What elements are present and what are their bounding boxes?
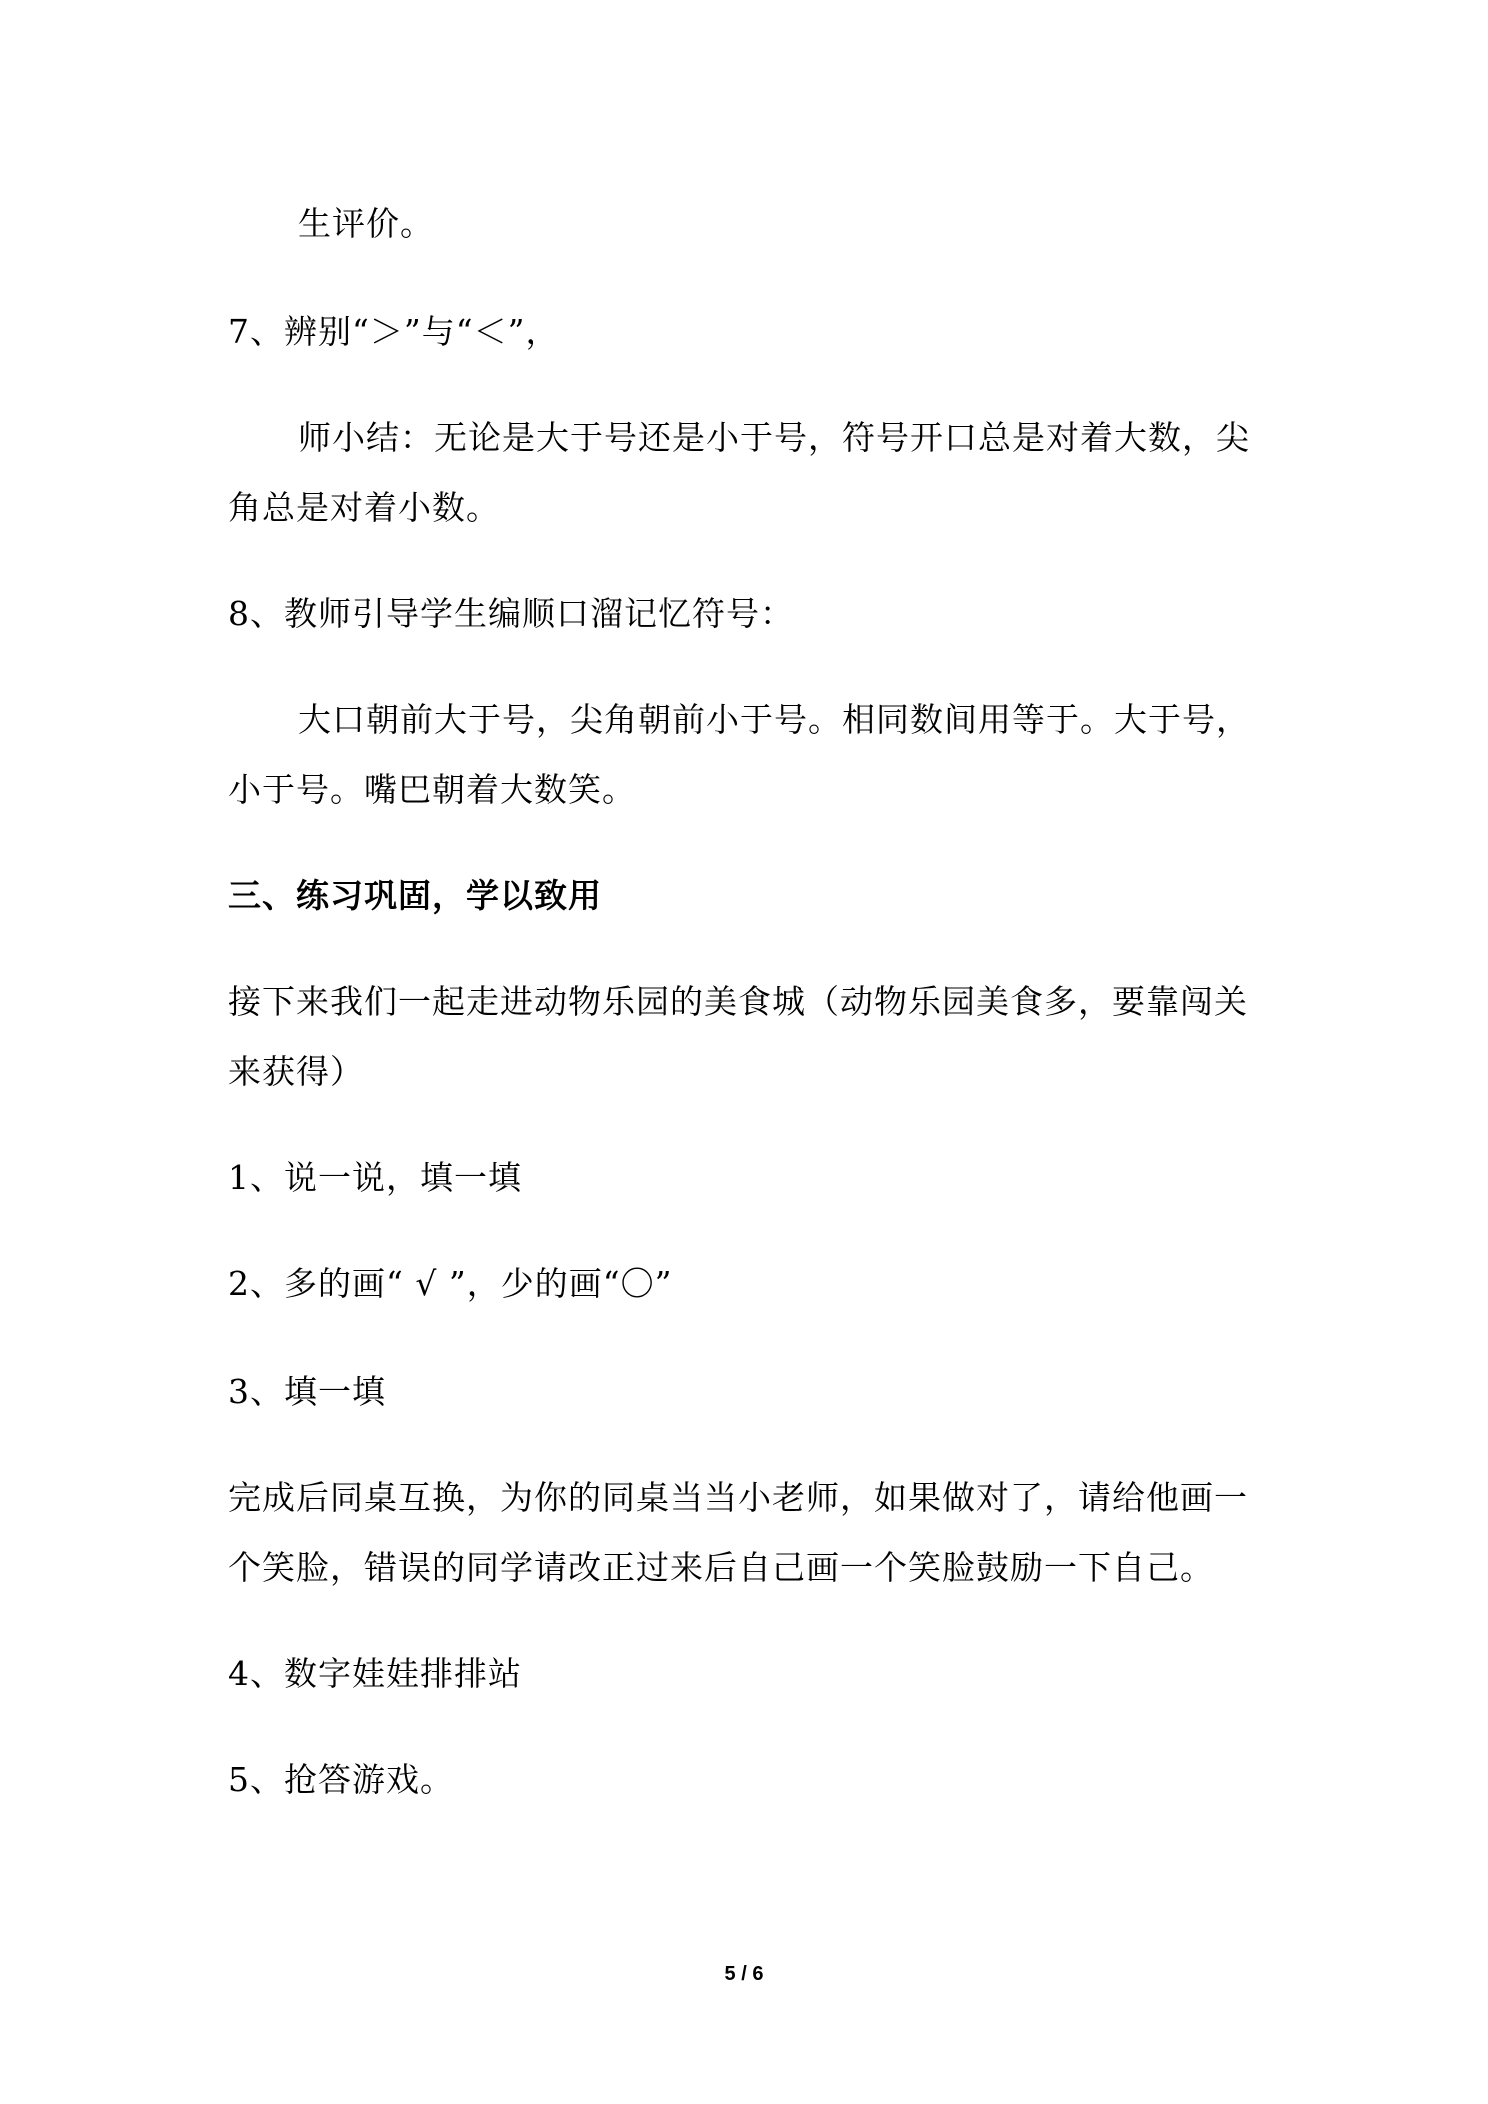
list-item: 8、教师引导学生编顺口溜记忆符号： <box>228 594 794 633</box>
list-item: 5、抢答游戏。 <box>228 1760 454 1799</box>
page-number: 5 / 6 <box>724 1963 764 1985</box>
paragraph-line: 接下来我们一起走进动物乐园的美食城（动物乐园美食多，要靠闯关 <box>228 982 1248 1021</box>
list-item: 1、说一说，填一填 <box>228 1158 522 1197</box>
paragraph-line: 大口朝前大于号，尖角朝前小于号。相同数间用等于。大于号， <box>298 700 1250 739</box>
list-item: 2、多的画“ √ ”，少的画“〇” <box>228 1264 673 1303</box>
list-item: 7、辨别“＞”与“＜”， <box>228 312 560 351</box>
paragraph-line: 来获得） <box>228 1052 364 1091</box>
paragraph-line: 小于号。嘴巴朝着大数笑。 <box>228 770 636 809</box>
paragraph-line: 生评价。 <box>298 204 434 243</box>
section-heading: 三、练习巩固，学以致用 <box>228 876 602 915</box>
paragraph-line: 角总是对着小数。 <box>228 488 500 527</box>
paragraph-line: 完成后同桌互换，为你的同桌当当小老师，如果做对了，请给他画一 <box>228 1478 1248 1517</box>
paragraph-line: 师小结：无论是大于号还是小于号，符号开口总是对着大数，尖 <box>298 418 1250 457</box>
list-item: 4、数字娃娃排排站 <box>228 1654 522 1693</box>
list-item: 3、填一填 <box>228 1372 386 1411</box>
paragraph-line: 个笑脸，错误的同学请改正过来后自己画一个笑脸鼓励一下自己。 <box>228 1548 1214 1587</box>
